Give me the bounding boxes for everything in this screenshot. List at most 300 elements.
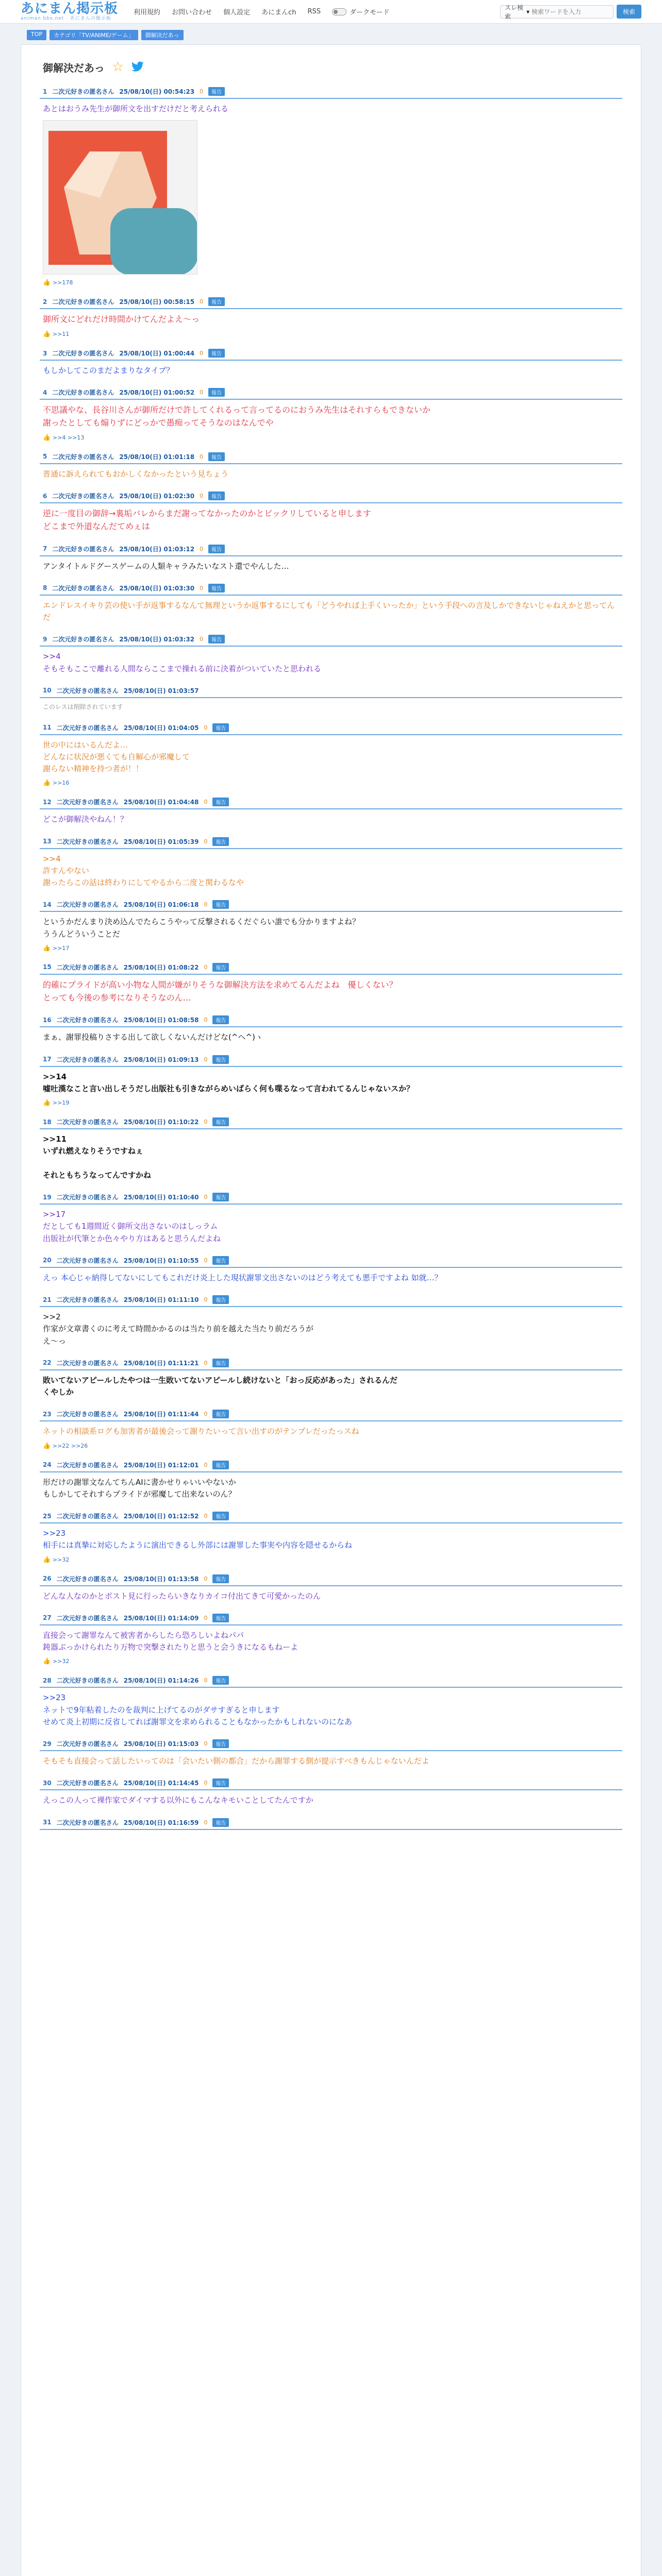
report-button[interactable]: 報告 (212, 1117, 229, 1126)
like-count[interactable]: 0 (204, 1461, 208, 1468)
like-count[interactable]: 0 (204, 1194, 208, 1201)
post-meta (40, 1359, 622, 1370)
poster-name: 二次元好きの匿名さん (52, 88, 114, 95)
post-number[interactable]: 13 (43, 838, 52, 845)
post-number[interactable]: 18 (43, 1118, 52, 1126)
report-button[interactable]: 報告 (212, 723, 229, 732)
report-button[interactable]: 報告 (212, 1410, 229, 1418)
poster-name: 二次元好きの匿名さん (52, 453, 114, 461)
like-count[interactable]: 0 (204, 724, 208, 731)
poster-name: 二次元好きの匿名さん (56, 1411, 119, 1418)
post-body: 御所文にどれだけ時間かけてんだよえ～っ (43, 314, 200, 325)
like-count[interactable]: 0 (200, 584, 204, 591)
like-count[interactable]: 0 (200, 636, 204, 643)
post-date: 25/08/10(日) 01:08:22 (123, 963, 199, 971)
reply-links[interactable] (40, 940, 622, 952)
reply-links[interactable] (40, 326, 622, 337)
post-date: 25/08/10(日) 01:14:26 (123, 1677, 199, 1685)
list-item (37, 686, 625, 712)
post-body: エンドレスイキり芸の使い手が返事するなんて無理というか返事するにしても「どうやれば上手くいったか」という手段への言及しかできないじゃねえかと思ってんだ (43, 600, 615, 622)
twitter-share-icon[interactable] (131, 61, 144, 73)
reply-links[interactable] (40, 1095, 622, 1106)
like-count[interactable]: 0 (204, 838, 208, 845)
post-number[interactable]: 29 (43, 1740, 52, 1748)
post-number[interactable]: 4 (43, 388, 47, 396)
post-body: 敗いてないアピールしたやつは一生敗いてないアピールし続けないと「おっ反応があった」されるんだ くやしか (43, 1375, 398, 1397)
nav-contact[interactable]: お問い合わせ (172, 9, 212, 16)
post-date: 25/08/10(日) 00:58:15 (119, 298, 195, 306)
post-body: 不思議やな、長谷川さんが御所だけで許してくれるって言ってるのにおうみ先生はそれすらもできないか 謝ったとしても煽りずにどっかで愚痴ってそうなのはなんでや (43, 405, 431, 428)
like-count[interactable]: 0 (204, 1513, 208, 1520)
page-title: 御解決だあっ (43, 61, 105, 74)
post-body: まぁ、謝罪投稿りさする出して欲しくないんだけどな(^ヘ^)ヽ (43, 1032, 263, 1042)
list-item (37, 545, 625, 572)
like-count[interactable]: 0 (204, 1411, 208, 1418)
poster-name: 二次元好きの匿名さん (56, 838, 119, 845)
post-date: 25/08/10(日) 01:05:39 (123, 838, 199, 845)
report-button[interactable]: 報告 (208, 635, 225, 643)
post-meta (40, 1739, 622, 1751)
post-meta (40, 1614, 622, 1625)
post-number[interactable]: 2 (43, 298, 47, 306)
poster-name: 二次元好きの匿名さん (56, 1056, 119, 1063)
reply-link-text[interactable]: >>32 (52, 1556, 70, 1563)
like-count[interactable]: 0 (204, 1677, 208, 1684)
reply-link-text[interactable]: >>4 >>13 (52, 434, 85, 441)
post-body: 世の中にはいるんだよ… どんなに状況が悪くても自解心が邪魔して 謝らない精神を持つ者が！！ (43, 740, 190, 774)
list-item (37, 388, 625, 441)
logo-text: あにまん掲示板 (21, 1, 119, 16)
reply-links[interactable] (40, 1552, 622, 1563)
report-button[interactable]: 報告 (212, 1461, 229, 1469)
like-count[interactable]: 0 (200, 453, 204, 460)
list-item (37, 1739, 625, 1767)
list-item (37, 635, 625, 675)
post-body: >>23 ネットで9年粘着したのを裁判に上げてるのがダサすぎると申します せめて炎上初期に反省してれば謝罪文を求められることもなかったかもしれないのになあ (43, 1693, 353, 1726)
post-date: 25/08/10(日) 01:12:01 (123, 1461, 199, 1469)
post-date: 25/08/10(日) 01:10:22 (123, 1118, 199, 1126)
list-item (37, 1117, 625, 1181)
breadcrumb-thread[interactable]: 御解決だあっ (141, 30, 184, 40)
post-meta (40, 1461, 622, 1472)
post-date: 25/08/10(日) 01:03:12 (119, 545, 195, 553)
post-date: 25/08/10(日) 01:10:55 (123, 1257, 199, 1264)
post-date: 25/08/10(日) 01:09:13 (123, 1056, 199, 1063)
like-count[interactable]: 0 (200, 88, 204, 95)
thread-title-row (37, 55, 625, 87)
post-body: 逆に一度目の御辞→裏垢バレからまだ謝ってなかったのかとビックリしていると申します どこまで外道なんだてめぇは (43, 509, 371, 531)
list-item (37, 1614, 625, 1665)
post-body: 形だけの謝罪文なんてちんAIに書かせりゃいいやないか もしかしてそれすらプライドが邪魔して出来ないのん？ (43, 1477, 236, 1499)
reply-hand-icon: 👍 (43, 330, 51, 338)
report-button[interactable]: 報告 (212, 1778, 229, 1787)
report-button[interactable]: 報告 (212, 1015, 229, 1024)
post-body: >>23 相手には真摯に対応したように演出できるし外部には謝罪した事実や内容を隠せるからね (43, 1529, 353, 1550)
post-number[interactable]: 25 (43, 1512, 52, 1520)
post-date: 25/08/10(日) 01:11:21 (123, 1359, 199, 1367)
report-button[interactable]: 報告 (212, 1574, 229, 1583)
report-button[interactable]: 報告 (208, 492, 225, 500)
post-number[interactable]: 19 (43, 1193, 52, 1201)
post-meta (40, 1193, 622, 1205)
post-date: 25/08/10(日) 01:16:59 (123, 1819, 199, 1826)
list-item (37, 1015, 625, 1043)
post-body: 普通に訴えられてもおかしくなかったという見ちょう (43, 469, 229, 479)
post-date: 25/08/10(日) 01:10:40 (123, 1194, 199, 1201)
report-button[interactable]: 報告 (208, 388, 225, 397)
report-button[interactable]: 報告 (212, 1818, 229, 1827)
post-number[interactable]: 14 (43, 901, 52, 908)
list-item (37, 1676, 625, 1728)
poster-name: 二次元好きの匿名さん (56, 1575, 119, 1583)
post-date: 25/08/10(日) 01:03:32 (119, 636, 195, 643)
post-number[interactable]: 20 (43, 1257, 52, 1264)
list-item (37, 1818, 625, 1834)
report-button[interactable]: 報告 (208, 452, 225, 461)
post-number[interactable]: 11 (43, 724, 52, 732)
report-button[interactable]: 報告 (212, 1512, 229, 1520)
poster-name: 二次元好きの匿名さん (52, 584, 114, 592)
reply-links[interactable] (40, 430, 622, 441)
post-body: どんな人なのかとポスト見に行ったらいきなりカイコ付出てきて可愛かったのん (43, 1591, 321, 1601)
reply-hand-icon: 👍 (43, 1657, 51, 1665)
post-number[interactable]: 15 (43, 963, 52, 971)
post-date: 25/08/10(日) 00:54:23 (119, 88, 195, 95)
post-meta (40, 900, 622, 912)
like-count[interactable]: 0 (204, 963, 208, 971)
list-item (37, 1512, 625, 1563)
post-body: えっこの人って裸作家でダイマする以外にもこんなキモいことしてたんですか (43, 1795, 313, 1805)
post-body: 的確にプライドが高い小物な人間が嫌がりそうな御解決方法を求めてるんだよね 優しくない？ とっても今後の参考になりそうなのん… (43, 979, 398, 1003)
nav-settings[interactable]: 個人設定 (223, 9, 251, 16)
like-count[interactable]: 0 (200, 389, 204, 396)
post-meta (40, 545, 622, 556)
report-button[interactable]: 報告 (212, 798, 229, 806)
report-button[interactable]: 報告 (208, 584, 225, 592)
like-count[interactable]: 0 (200, 545, 204, 552)
post-date: 25/08/10(日) 01:11:10 (123, 1296, 199, 1304)
post-number[interactable]: 12 (43, 798, 52, 806)
post-number[interactable]: 9 (43, 635, 47, 643)
like-count[interactable]: 0 (204, 1740, 208, 1748)
like-count[interactable]: 0 (204, 1257, 208, 1264)
post-date: 25/08/10(日) 01:06:18 (123, 901, 199, 909)
poster-name: 二次元好きの匿名さん (56, 1296, 119, 1304)
post-meta (40, 388, 622, 400)
search-type-select[interactable]: スレ検索 (504, 4, 523, 20)
post-meta (40, 452, 622, 464)
report-button[interactable]: 報告 (212, 1295, 229, 1304)
poster-name: 二次元好きの匿名さん (56, 799, 119, 806)
post-body: あとはおうみ先生が御所文を出すだけだと考えられる (43, 104, 229, 113)
post-meta (40, 297, 622, 309)
list-item (37, 297, 625, 337)
post-meta (40, 1512, 622, 1523)
like-count[interactable]: 0 (200, 298, 204, 306)
post-body: そもそも直接会って話したいってのは「会いたい側の都合」だから謝罪する側が提示すべきもんじゃないんだよ (43, 1756, 429, 1766)
like-count[interactable]: 0 (204, 799, 208, 806)
post-date: 25/08/10(日) 01:12:52 (123, 1513, 199, 1520)
post-number[interactable]: 31 (43, 1819, 52, 1826)
post-number[interactable]: 17 (43, 1056, 52, 1063)
post-meta (40, 723, 622, 735)
list-item (37, 1574, 625, 1602)
like-count[interactable]: 0 (204, 1056, 208, 1063)
thread-board (21, 44, 641, 2576)
search-input[interactable] (532, 8, 609, 15)
post-number[interactable]: 6 (43, 492, 47, 500)
post-body: えっ 本心じゃ納得してないにしてもこれだけ炎上した現状謝罪文出さないのはどう考えても悪手ですよね 如就…？ (43, 1273, 442, 1282)
report-button[interactable]: 報告 (212, 837, 229, 846)
poster-name: 二次元好きの匿名さん (56, 1118, 119, 1126)
post-body: アンタイトルドグースゲームの人類キャラみたいなスト還でやんした… (43, 561, 289, 571)
report-button[interactable]: 報告 (212, 1256, 229, 1265)
post-date: 25/08/10(日) 01:15:03 (123, 1740, 199, 1748)
poster-name: 二次元好きの匿名さん (56, 1513, 119, 1520)
top-nav (134, 7, 389, 16)
post-date: 25/08/10(日) 01:01:18 (119, 453, 195, 461)
search-button[interactable]: 検索 (617, 5, 641, 19)
poster-name: 二次元好きの匿名さん (56, 1677, 119, 1685)
nav-animanch[interactable]: あにまんch (261, 9, 296, 16)
list-item (37, 1410, 625, 1449)
like-count[interactable]: 0 (204, 1118, 208, 1126)
breadcrumb (0, 24, 662, 44)
report-button[interactable]: 報告 (208, 87, 225, 96)
report-button[interactable]: 報告 (212, 1193, 229, 1201)
list-item (37, 837, 625, 889)
list-item (37, 1193, 625, 1245)
poster-name: 二次元好きの匿名さん (52, 493, 114, 500)
poster-name: 二次元好きの匿名さん (56, 901, 119, 909)
reply-link-text[interactable]: >>17 (52, 944, 70, 952)
poster-name: 二次元好きの匿名さん (52, 636, 114, 643)
post-number[interactable]: 26 (43, 1575, 52, 1583)
post-date: 25/08/10(日) 01:03:57 (123, 687, 199, 694)
post-meta (40, 1117, 622, 1129)
poster-name: 二次元好きの匿名さん (56, 1740, 119, 1748)
poster-name: 二次元好きの匿名さん (52, 389, 114, 397)
post-date: 25/08/10(日) 01:13:58 (123, 1575, 199, 1583)
post-number[interactable]: 24 (43, 1461, 52, 1469)
report-button[interactable]: 報告 (212, 1739, 229, 1748)
post-meta (40, 1818, 622, 1830)
poster-name: 二次元好きの匿名さん (52, 350, 114, 358)
post-date: 25/08/10(日) 01:11:44 (123, 1411, 199, 1418)
list-item (37, 452, 625, 480)
poster-name: 二次元好きの匿名さん (56, 724, 119, 732)
site-logo[interactable] (21, 2, 118, 21)
post-meta (40, 1778, 622, 1790)
post-meta (40, 686, 622, 698)
list-item (37, 1778, 625, 1806)
post-number[interactable]: 23 (43, 1410, 52, 1418)
poster-name: 二次元好きの匿名さん (52, 298, 114, 306)
breadcrumb-category[interactable]: カテゴリ「TV/ANIME/ゲーム」 (49, 30, 138, 40)
post-number[interactable]: 30 (43, 1779, 52, 1787)
poster-name: 二次元好きの匿名さん (56, 1257, 119, 1264)
post-number[interactable]: 1 (43, 88, 47, 95)
poster-name: 二次元好きの匿名さん (56, 1194, 119, 1201)
post-meta (40, 1256, 622, 1268)
post-meta (40, 87, 622, 99)
report-button[interactable]: 報告 (208, 349, 225, 358)
post-number[interactable]: 3 (43, 349, 47, 357)
poster-name: 二次元好きの匿名さん (56, 1780, 119, 1787)
post-body: >>4 許すんやない 謝ったらこの話は終わりにしてやるから二度と関わるなや (43, 854, 244, 888)
post-body: >>17 だとしても1週間近く御所文出さないのはしっラム 出版社が代筆とか色々やり方はあると思うんだよね (43, 1210, 221, 1243)
post-body: >>11 いずれ燃えなりそうですねぇ それともちうなってんですかね (43, 1134, 152, 1180)
reply-links[interactable] (40, 1653, 622, 1665)
post-date: 25/08/10(日) 01:14:09 (123, 1614, 199, 1622)
dark-mode-toggle[interactable] (332, 8, 346, 15)
post-number[interactable]: 16 (43, 1016, 52, 1024)
list-item (37, 87, 625, 286)
list-item (37, 349, 625, 377)
post-image[interactable] (43, 120, 197, 275)
report-button[interactable]: 報告 (212, 1359, 229, 1367)
dark-mode-control[interactable] (332, 7, 389, 16)
like-count[interactable]: 0 (200, 350, 204, 357)
reply-link-text[interactable]: >>11 (52, 331, 70, 338)
report-button[interactable]: 報告 (212, 963, 229, 972)
poster-name: 二次元好きの匿名さん (56, 963, 119, 971)
list-item (37, 492, 625, 533)
report-button[interactable]: 報告 (212, 900, 229, 909)
post-meta (40, 1410, 622, 1421)
post-body: どこが御解決やねん！？ (43, 815, 128, 824)
reply-hand-icon: 👍 (43, 1442, 51, 1449)
reply-link-text[interactable]: >>19 (52, 1099, 70, 1107)
like-count[interactable]: 0 (204, 1575, 208, 1582)
post-meta (40, 492, 622, 503)
poster-name: 二次元好きの匿名さん (56, 1614, 119, 1622)
like-count[interactable]: 0 (204, 901, 208, 908)
list-item (37, 1055, 625, 1107)
report-button[interactable]: 報告 (208, 297, 225, 306)
post-number[interactable]: 8 (43, 584, 47, 592)
post-number[interactable]: 10 (43, 687, 52, 694)
post-body: もしかしてこのまだよまりなタイプ？ (43, 366, 174, 376)
nav-rss[interactable]: RSS (307, 8, 321, 15)
post-meta (40, 798, 622, 809)
reply-hand-icon: 👍 (43, 1555, 51, 1563)
reply-hand-icon: 👍 (43, 1099, 51, 1107)
reply-links[interactable] (40, 275, 622, 286)
like-count[interactable]: 0 (200, 493, 204, 500)
chevron-down-icon: ▾ (526, 8, 529, 15)
reply-link-text[interactable]: >>22 >>26 (52, 1442, 88, 1449)
logo-subtitle: animan bbs.net · あにまんの掲示板 (21, 16, 111, 21)
post-number[interactable]: 7 (43, 545, 47, 553)
post-date: 25/08/10(日) 01:04:05 (123, 724, 199, 732)
reply-hand-icon: 👍 (43, 279, 51, 286)
post-meta (40, 635, 622, 647)
post-number[interactable]: 5 (43, 453, 47, 461)
like-count[interactable]: 0 (204, 1016, 208, 1024)
post-date: 25/08/10(日) 01:14:45 (123, 1780, 199, 1787)
post-meta (40, 1015, 622, 1027)
reply-link-text[interactable]: >>16 (52, 779, 70, 787)
reply-links[interactable] (40, 1438, 622, 1449)
post-body: >>2 作家が文章書くのに考えて時間かかるのは当たり前を越えた当たり前だろうが え～っ (43, 1312, 314, 1346)
poster-name: 二次元好きの匿名さん (52, 545, 114, 553)
reply-hand-icon: 👍 (43, 944, 51, 952)
post-body: というかだんまり決め込んでたらこうやって反撃されるくだぐらい誰でも分かりますよね？ ううんどういうことだ (43, 917, 360, 939)
post-meta (40, 584, 622, 596)
reply-link-text[interactable]: >>178 (52, 279, 73, 286)
breadcrumb-top[interactable]: TOP (27, 30, 46, 40)
report-button[interactable]: 報告 (212, 1614, 229, 1622)
like-count[interactable]: 0 (204, 1614, 208, 1621)
post-date: 25/08/10(日) 01:02:30 (119, 493, 195, 500)
like-count[interactable]: 0 (204, 1780, 208, 1787)
post-meta (40, 1295, 622, 1307)
list-item (37, 1295, 625, 1347)
dark-mode-label: ダークモード (350, 9, 390, 16)
reply-hand-icon: 👍 (43, 779, 51, 787)
report-button[interactable]: 報告 (212, 1055, 229, 1064)
post-meta (40, 963, 622, 975)
post-meta (40, 1574, 622, 1586)
report-button[interactable]: 報告 (208, 545, 225, 553)
post-meta (40, 1676, 622, 1688)
post-meta (40, 1055, 622, 1067)
like-count[interactable]: 0 (204, 1359, 208, 1366)
list-item (37, 1256, 625, 1284)
post-date: 25/08/10(日) 01:03:30 (119, 584, 195, 592)
post-number[interactable]: 27 (43, 1614, 52, 1622)
site-header (0, 0, 662, 24)
poster-name: 二次元好きの匿名さん (56, 1359, 119, 1367)
favorite-star-icon[interactable]: ☆ (111, 59, 124, 75)
reply-links[interactable] (40, 775, 622, 786)
post-date: 25/08/10(日) 01:00:52 (119, 389, 195, 397)
search-box (500, 5, 614, 19)
post-body: >>14 嘘吐漢なこと言い出しそうだし出版社も引きながらめいばらく何も喋るなって言われてるんじゃないスか？ (43, 1072, 415, 1093)
post-body: ネットの相談系ログも加害者が最後会って謝りたいって言い出すのがテンプレだったっスね (43, 1427, 359, 1436)
post-number[interactable]: 28 (43, 1676, 52, 1684)
reply-link-text[interactable]: >>32 (52, 1658, 70, 1665)
report-button[interactable]: 報告 (212, 1676, 229, 1685)
list-item (37, 798, 625, 825)
post-body: >>4 そもそもここで離れる人間ならここまで操れる前に決着がついていたと思われる (43, 652, 322, 673)
reply-hand-icon: 👍 (43, 433, 51, 441)
list-item (37, 584, 625, 624)
post-body: 直接会って謝罪なんて被害者からしたら恐ろしいよねパパ 鈍器ぶっかけられたり万物で突撃されたりと思うと会うきになるもねーよ (43, 1630, 299, 1652)
post-date: 25/08/10(日) 01:00:44 (119, 350, 195, 358)
nav-terms[interactable]: 利用規約 (134, 9, 161, 16)
post-body (40, 1830, 622, 1834)
list-item (37, 900, 625, 952)
like-count[interactable]: 0 (204, 1819, 208, 1826)
poster-name: 二次元好きの匿名さん (56, 1016, 119, 1024)
search-area (500, 5, 641, 19)
post-meta (40, 349, 622, 361)
list-item (37, 1359, 625, 1399)
post-number[interactable]: 21 (43, 1296, 52, 1303)
list-item (37, 723, 625, 787)
post-list (37, 87, 625, 1834)
poster-name: 二次元好きの匿名さん (56, 687, 119, 694)
post-date: 25/08/10(日) 01:08:58 (123, 1016, 199, 1024)
list-item (37, 1461, 625, 1501)
like-count[interactable]: 0 (204, 1296, 208, 1303)
poster-name: 二次元好きの匿名さん (56, 1461, 119, 1469)
post-number[interactable]: 22 (43, 1359, 52, 1367)
post-body: このレスは削除されています (43, 703, 123, 710)
post-date: 25/08/10(日) 01:04:48 (123, 799, 199, 806)
